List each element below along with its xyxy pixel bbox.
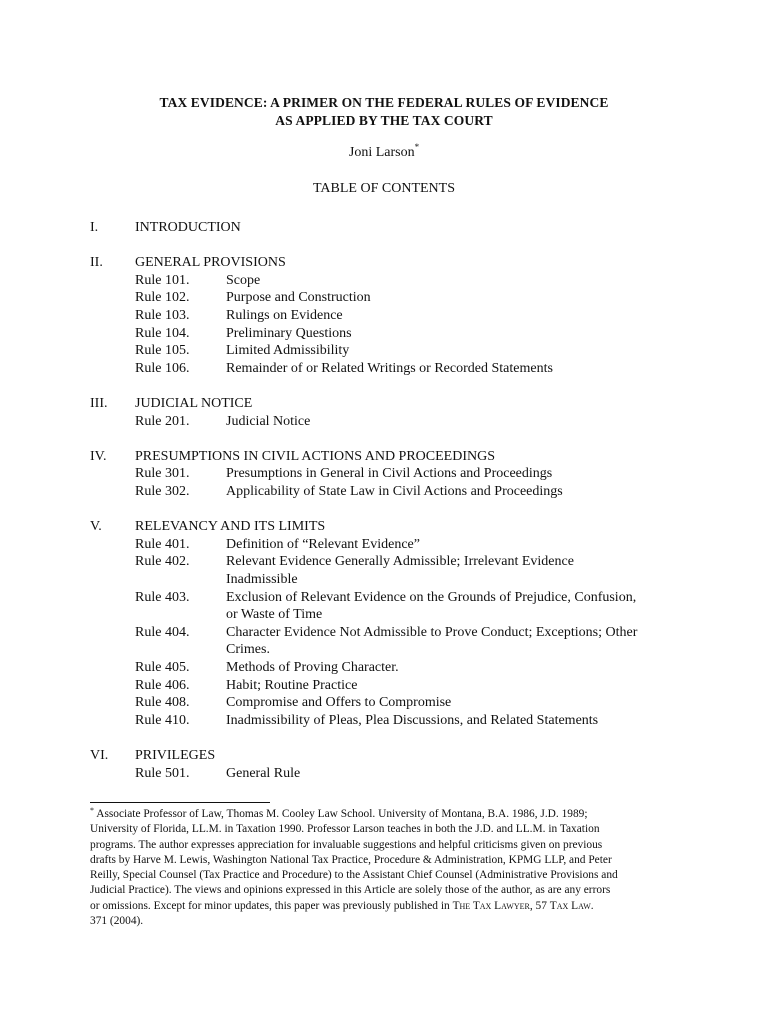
section-title: GENERAL PROVISIONS xyxy=(135,255,286,271)
footnote-ref-marker[interactable]: * xyxy=(414,142,420,152)
section-title: JUDICIAL NOTICE xyxy=(135,396,253,411)
footnote-line: Judicial Practice). The views and opinions expressed in this Article are solely those of the author, as are any errors xyxy=(90,884,611,897)
document-title-line-1: TAX EVIDENCE: A PRIMER ON THE FEDERAL RULES OF EVIDENCE xyxy=(159,95,609,110)
rule-number: Rule 404. xyxy=(135,624,190,640)
footnote-line: * Associate Professor of Law, Thomas M. Cooley Law School. University of Montana, B.A. 1986, J.D. 1989; xyxy=(90,806,588,820)
section-number: II. xyxy=(90,255,103,271)
section-title: INTRODUCTION xyxy=(135,220,241,235)
rule-number: Rule 201. xyxy=(135,413,190,429)
rule-title: Inadmissible xyxy=(226,572,298,587)
rule-title: Methods of Proving Character. xyxy=(226,660,399,675)
rule-number: Rule 402. xyxy=(135,554,190,570)
rule-number: Rule 403. xyxy=(135,589,190,605)
rule-title: or Waste of Time xyxy=(226,607,323,623)
author-line xyxy=(0,142,768,161)
rule-number: Rule 106. xyxy=(135,360,190,376)
rule-title: Scope xyxy=(226,272,261,288)
rule-title: Presumptions in General in Civil Actions and Proceedings xyxy=(226,466,553,482)
rule-number: Rule 408. xyxy=(135,695,190,711)
rule-number: Rule 102. xyxy=(135,290,190,306)
rule-number: Rule 410. xyxy=(135,712,190,728)
rule-title: Compromise and Offers to Compromise xyxy=(226,695,452,711)
rule-title: Exclusion of Relevant Evidence on the Grounds of Prejudice, Confusion, xyxy=(226,589,637,605)
footnote-line: or omissions. Except for minor updates, this paper was previously published in The Tax Lawyer, 57 Tax Law. xyxy=(90,899,594,912)
rule-title: Preliminary Questions xyxy=(226,325,352,341)
rule-number: Rule 104. xyxy=(135,325,190,341)
rule-number: Rule 105. xyxy=(135,343,190,359)
rule-number: Rule 301. xyxy=(135,466,190,482)
footnote-line: Reilly, Special Counsel (Tax Practice and Procedure) to the Assistant Chief Counsel (Administrative Provisions and xyxy=(90,869,618,882)
rule-number: Rule 406. xyxy=(135,677,190,693)
section-number: III. xyxy=(90,396,108,411)
journal-abbr: Tax Law xyxy=(549,899,591,912)
footnote-line: drafts by Harve M. Lewis, Washington National Tax Practice, Procedure & Administration, KPMG LLP, and Peter xyxy=(90,853,612,866)
footnote-line: programs. The author expresses appreciation for invaluable suggestions and helpful criticisms given on previous xyxy=(90,838,603,851)
footnote-line: 371 (2004). xyxy=(90,915,144,928)
rule-title: Relevant Evidence Generally Admissible; Irrelevant Evidence xyxy=(226,554,574,570)
rule-number: Rule 302. xyxy=(135,484,190,499)
rule-number: Rule 103. xyxy=(135,308,190,323)
document-title-line-2: AS APPLIED BY THE TAX COURT xyxy=(275,113,493,128)
journal-name: The Tax Lawyer xyxy=(452,899,530,912)
section-number: V. xyxy=(90,519,102,535)
rule-title: General Rule xyxy=(226,765,301,781)
rule-title: Inadmissibility of Pleas, Plea Discussions, and Related Statements xyxy=(226,712,599,728)
section-number: IV. xyxy=(90,448,107,464)
footnote-line: University of Florida, LL.M. in Taxation 1990. Professor Larson teaches in both the J.D. and LL.M. in Taxation xyxy=(90,823,600,836)
section-title: PRIVILEGES xyxy=(135,748,216,763)
toc-heading: TABLE OF CONTENTS xyxy=(313,181,455,196)
section-number: VI. xyxy=(90,748,109,763)
rule-number: Rule 501. xyxy=(135,765,190,781)
rule-number: Rule 401. xyxy=(135,536,190,552)
footnote-marker: * xyxy=(90,806,94,815)
rule-title: Rulings on Evidence xyxy=(226,308,343,323)
rule-number: Rule 405. xyxy=(135,660,190,675)
section-title: PRESUMPTIONS IN CIVIL ACTIONS AND PROCEEDINGS xyxy=(135,448,496,464)
rule-title: Judicial Notice xyxy=(226,413,311,429)
rule-title: Limited Admissibility xyxy=(226,343,350,359)
rule-number: Rule 101. xyxy=(135,272,190,288)
section-title: RELEVANCY AND ITS LIMITS xyxy=(135,519,326,535)
footnote xyxy=(90,807,680,929)
section-number: I. xyxy=(90,220,99,235)
rule-title: Crimes. xyxy=(226,642,270,658)
footnote-divider xyxy=(90,802,270,803)
rule-title: Character Evidence Not Admissible to Prove Conduct; Exceptions; Other xyxy=(226,624,638,640)
rule-title: Habit; Routine Practice xyxy=(226,677,358,693)
rule-title: Remainder of or Related Writings or Recorded Statements xyxy=(226,360,553,376)
author-name: Joni Larson xyxy=(348,145,415,160)
rule-title: Definition of “Relevant Evidence” xyxy=(226,536,420,552)
rule-title: Purpose and Construction xyxy=(226,290,371,306)
rule-title: Applicability of State Law in Civil Actions and Proceedings xyxy=(226,484,563,499)
